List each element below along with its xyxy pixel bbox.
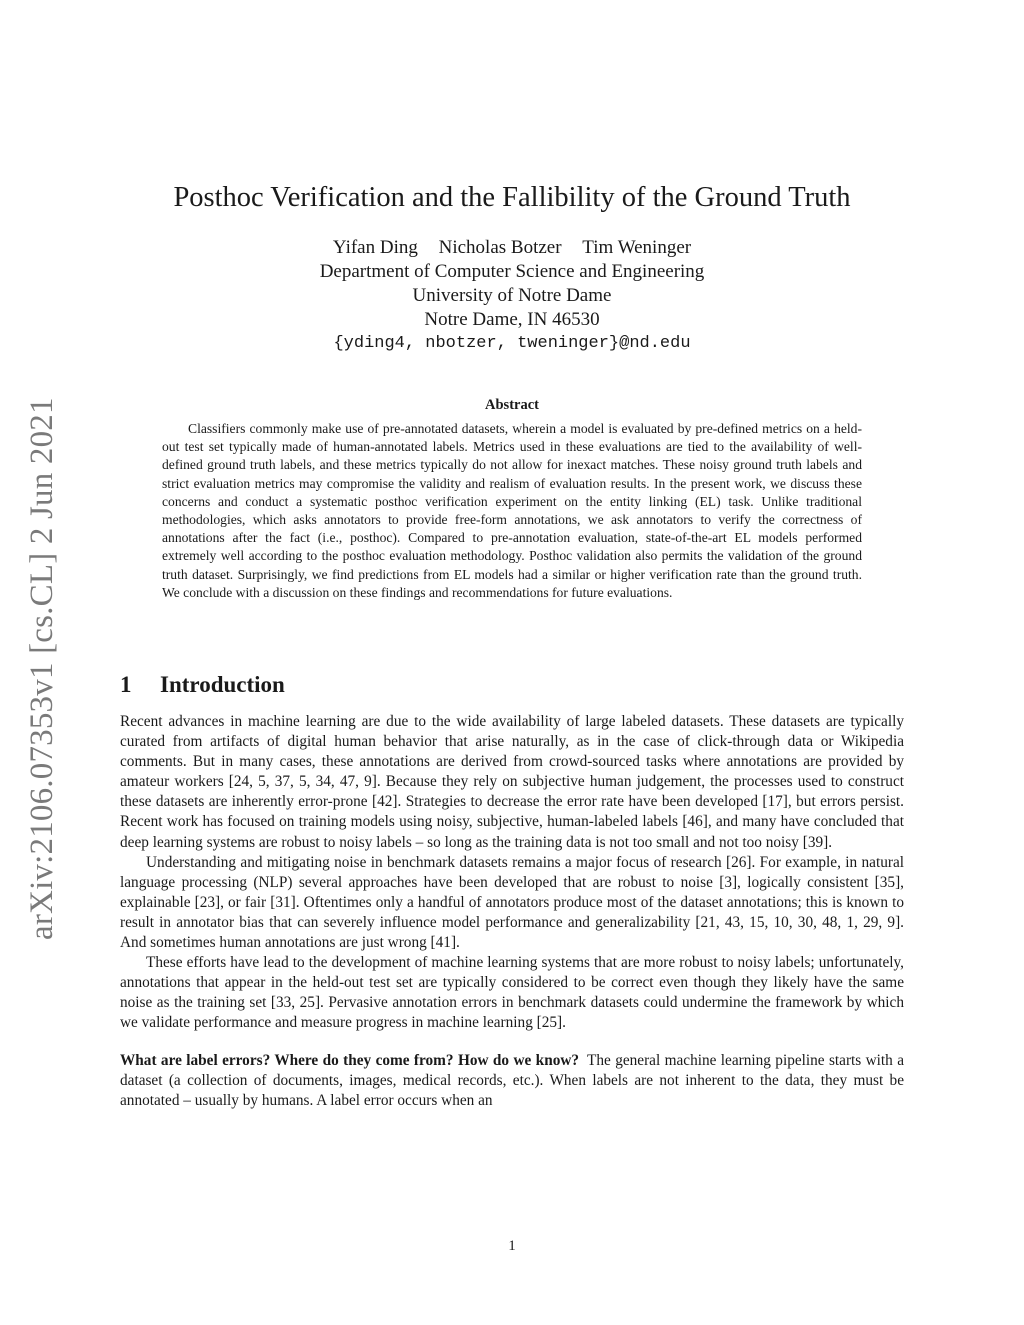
section-heading [120,670,904,700]
affiliation-department: Department of Computer Science and Engineering [319,261,705,282]
runin-heading: What are label errors? Where do they come from? How do we know? [120,1051,580,1069]
affiliation-city: Notre Dame, IN 46530 [424,309,600,330]
section-title: Introduction [160,672,285,697]
introduction-body [120,712,904,1111]
author-block [100,236,924,356]
author-name: Nicholas Botzer [438,237,562,258]
paragraph: Recent advances in machine learning are due to the wide availability of large labeled datasets. These datasets are typically curated from artifacts of digital human behavior that arise naturally, as in the case of click-through data or Wikipedia comments. But in many cases, these annotations are derived from crowd-sourced tasks where annotations are provided by amateur workers [24, 5, 37, 5, 34, 47, 9]. Because they rely on subjective human judgement, the processes used to construct these datasets are inherently error-prone [42]. Strategies to decrease the error rate have been developed [17], but errors persist. Recent work has focused on training models using noisy, subjective, human-labeled labels [46], and many have concluded that deep learning systems are robust to noisy labels – so long as the training data is not too small and not too noisy [39]. [120,713,904,851]
paragraph: Understanding and mitigating noise in benchmark datasets remains a major focus of research [26]. For example, in natural language processing (NLP) several approaches have been developed that are robust to noise [3], logically consistent [35], explainable [23], or fair [31]. Oftentimes only a handful of annotators produce most of the dataset annotations; this is known to result in annotator bias that can severely influence model performance and generalizability [21, 43, 15, 10, 30, 48, 1, 29, 9]. And sometimes human annotations are just wrong [41]. [120,853,904,952]
runin-text: The general machine learning pipeline starts with a dataset (a collection of documents, images, medical records, etc.). When labels are not inherent to the data, they must be annotated – usually by humans. A label error occurs when an [120,1051,904,1109]
abstract-heading: Abstract [485,397,539,413]
arxiv-identifier-stamp: arXiv:2106.07353v1 [cs.CL] 2 Jun 2021 [24,397,60,940]
author-name: Yifan Ding [332,237,418,258]
page-number: 1 [508,1238,516,1254]
paragraph-runin [120,1051,904,1111]
author-name: Tim Weninger [582,237,692,258]
paper-title: Posthoc Verification and the Fallibility of the Ground Truth [173,182,851,213]
author-list [100,236,924,260]
abstract-text: Classifiers commonly make use of pre-annotated datasets, wherein a model is evaluated by pre-defined metrics on a held-out test set typically made of human-annotated labels. Metrics used in these evaluations are tied to the availability of well-defined ground truth labels, and these metrics typically do not allow for inexact matches. These noisy ground truth labels and strict evaluation metrics may compromise the validity and realism of evaluation results. In the present work, we discuss these concerns and conduct a systematic posthoc verification experiment on the entity linking (EL) task. Unlike traditional methodologies, which asks annotators to provide free-form annotations, we ask annotators to verify the correctness of annotations after the fact (i.e., posthoc). Compared to pre-annotation evaluation, state-of-the-art EL models performed extremely well according to the posthoc evaluation methodology. Posthoc validation also permits the validation of the ground truth dataset. Surprisingly, we find predictions from EL models had a similar or higher verification rate than the ground truth. We conclude with a discussion on these findings and recommendations for future evaluations. [162,421,862,600]
section-number: 1 [120,672,132,697]
affiliation-university: University of Notre Dame [412,285,612,306]
author-emails: {yding4, nbotzer, tweninger}@nd.edu [333,334,691,353]
paragraph: These efforts have lead to the development of machine learning systems that are more robust to noisy labels; unfortunately, annotations that appear in the held-out test set are typically considered to be correct even though they likely have the same noise as the training set [33, 25]. Pervasive annotation errors in benchmark datasets could undermine the framework by which we validate performance and measure progress in machine learning [25]. [120,954,904,1032]
